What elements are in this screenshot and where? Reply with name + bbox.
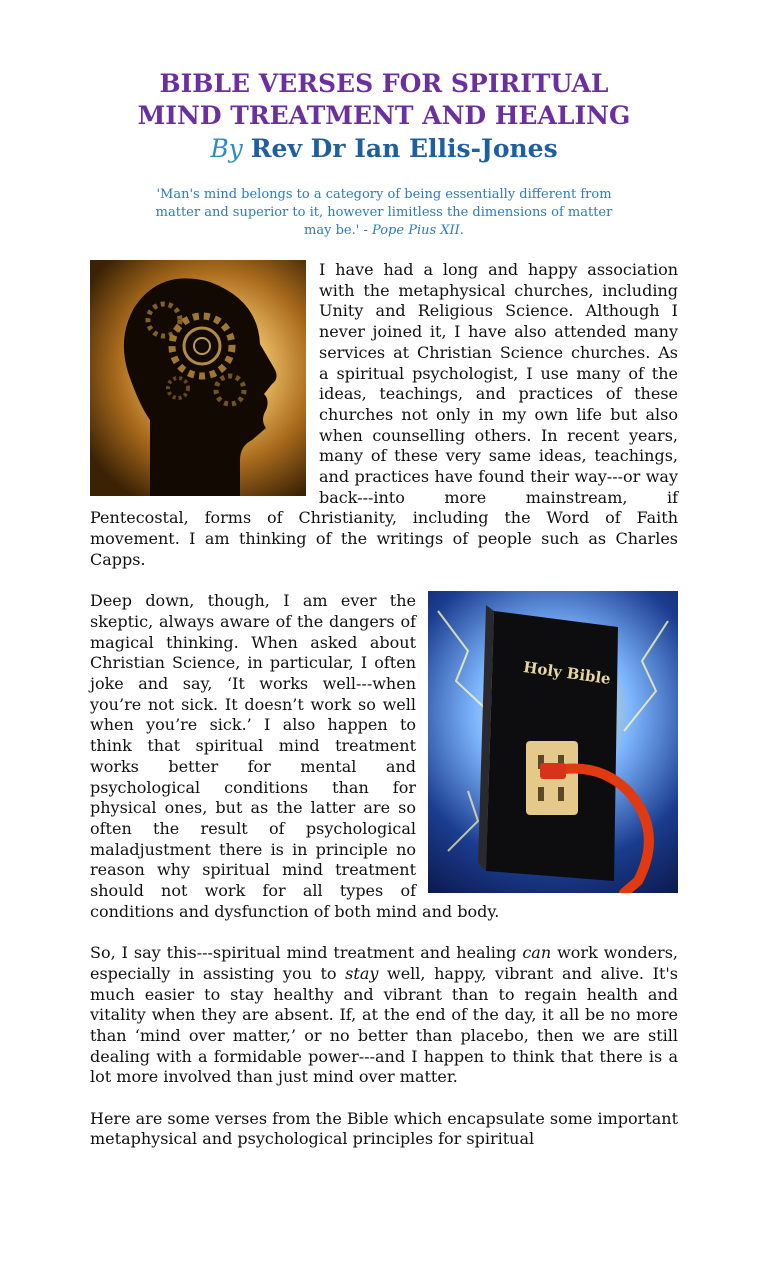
epigraph-attribution: Pope Pius XII. [372,223,464,238]
article-body [90,260,678,1171]
emphasis-can: can [522,943,552,963]
paragraph-3-text-a: So, I say this---spiritual mind treatment and healing [90,943,523,963]
emphasis-stay: stay [345,963,379,983]
bible-image [428,591,678,893]
title-line-1: BIBLE VERSES FOR SPIRITUAL [159,69,609,98]
paragraph-3 [90,943,678,1088]
paragraph-2 [90,591,678,922]
paragraph-3-text-b: work wonders, especially in assisting you to [90,943,679,983]
author-name: Rev Dr Ian Ellis-Jones [250,134,558,163]
paragraph-4-text: Here are some verses from the Bible which encapsulate some important metaphysical and psychological principles for spiritual [90,1108,678,1149]
byline-by: By [210,134,243,163]
paragraph-2-text: Deep down, though, I am ever the skeptic, always aware of the dangers of magical thinking. When asked about Christian Science, in particular, I often joke and say, ‘It works well---when you’re not sick. It doesn’t work so well when you’re sick.’ I also happen to think that spiritual mind treatment works better for mental and psychological conditions than for physical ones, but as the latter are so often the result of psychological maladjustment there is in principle no reason why spiritual mind treatment should not work for all types of conditions and dysfunction of both mind and body. [90,591,500,921]
gears-head-image [90,260,306,496]
gears-in-head-icon [90,260,306,496]
epigraph-text: 'Man's mind belongs to a category of being essentially different from matter and superior to it, however limitless the dimensions of matter may be.' - [155,187,613,238]
document-title [0,68,768,132]
plugged-bible-icon [428,591,678,893]
paragraph-4 [90,1109,678,1150]
epigraph [140,186,628,240]
paragraph-3-text-c: well, happy, vibrant and alive. It's much easier to stay healthy and vibrant than to regain health and vitality when they are absent. If, at the end of the day, it all be no more than ‘mind over matter,’ or no better than placebo, then we are still dealing with a formidable power---and I happen to think that there is a lot more involved than just mind over matter. [90,963,678,1087]
paragraph-1 [90,260,678,571]
paragraph-1-text: I have had a long and happy association with the metaphysical churches, including Unity and Religious Science. Although I never joined it, I have also attended many services at Christian Science churches. As a spiritual psychologist, I use many of the ideas, teachings, and practices of these churches not only in my own life but also when counselling others. In recent years, many of these very same ideas, teachings, and practices have found their way---or way back---into more mainstream, if Pentecostal, forms of Christianity, including the Word of Faith movement. I am thinking of the writings of people such as Charles Capps. [90,260,678,569]
title-line-2: MIND TREATMENT AND HEALING [137,101,631,130]
byline [0,132,768,166]
bible-cover-label: Holy Bible [522,658,612,689]
